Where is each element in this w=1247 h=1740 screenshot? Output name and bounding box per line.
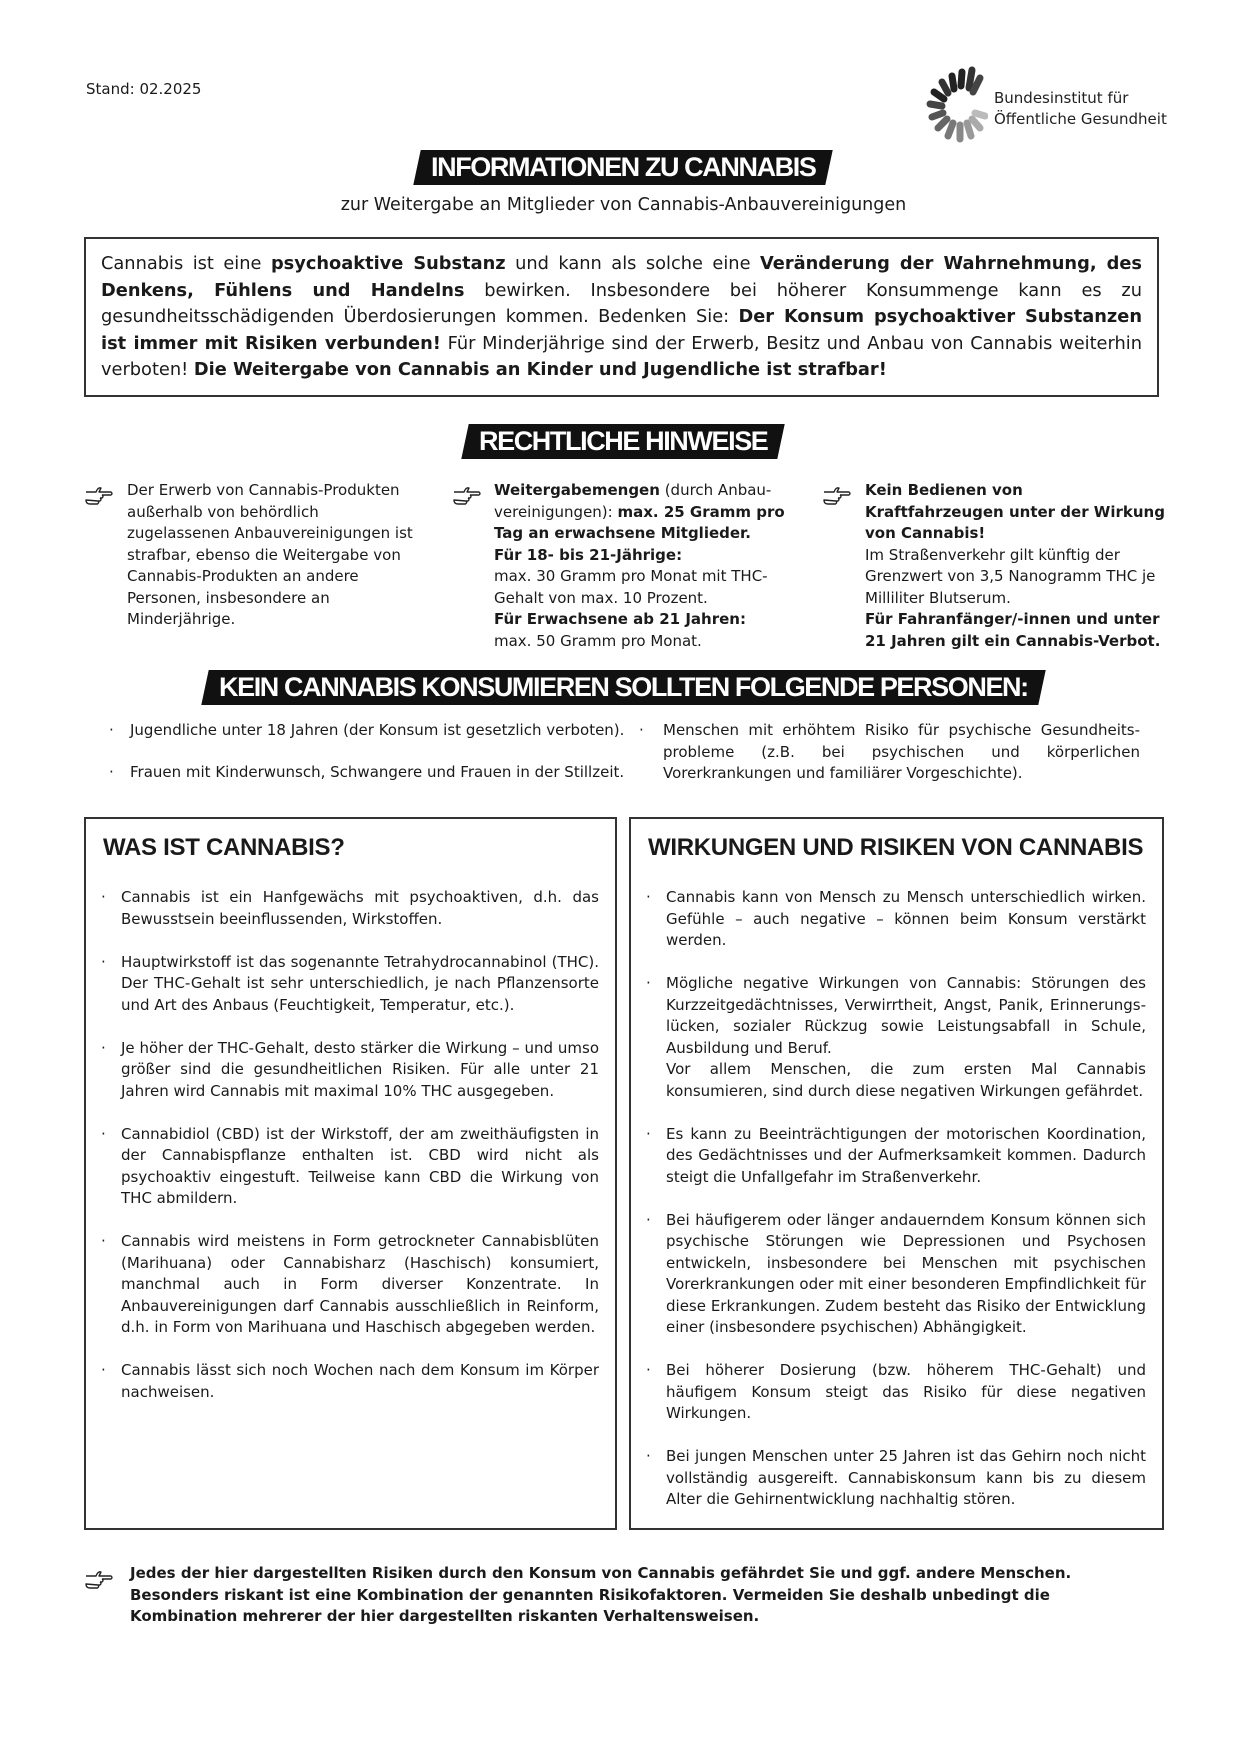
legal-col3-bold: Kein Bedienen von Kraftfahrzeugen unter der Wirkung von Cannabis! <box>865 481 1165 542</box>
bullet: · <box>101 888 106 906</box>
persons-list-left <box>96 720 626 803</box>
list-item-text: Hauptwirkstoff ist das sogenannte Tetrahydrocannabinol (THC). Der THC-Gehalt ist sehr unterschiedlich, je nach Pflanzensorte und Art des Anbaus (Feuchtigkeit, Temperatur, etc.). <box>121 952 599 1014</box>
pointing-hand-icon <box>452 484 482 506</box>
list-item <box>101 1124 599 1210</box>
intro-box <box>84 237 1159 397</box>
list-item <box>629 720 1140 785</box>
wirkungen-heading: WIRKUNGEN UND RISIKEN VON CANNABIS <box>648 834 1144 861</box>
list-item <box>646 1210 1146 1339</box>
bullet: · <box>109 721 114 739</box>
bullet: · <box>646 1124 651 1143</box>
bullet: · <box>646 974 651 992</box>
institute-name-line2: Öffentliche Gesundheit <box>994 110 1167 128</box>
bullet: · <box>101 1361 106 1379</box>
pointing-hand-icon <box>84 484 114 506</box>
institute-name-line1: Bundesinstitut für <box>994 89 1129 107</box>
legal-heading: RECHTLICHE HINWEISE <box>479 426 768 456</box>
was-ist-cannabis-box <box>84 817 617 1530</box>
list-item <box>101 952 599 1017</box>
list-item-text: Cannabis lässt sich noch Wochen nach dem Konsum im Körper nachweisen. <box>121 1361 599 1401</box>
legal-col3-text: Im Straßenverkehr gilt künftig der Grenzwert von 3,5 Nanogramm THC je Milliliter Blutserum. <box>865 545 1156 607</box>
intro-text: und kann als solche eine <box>505 253 760 274</box>
intro-bold: Die Weitergabe von Cannabis an Kinder und Jugendliche ist strafbar! <box>193 359 887 380</box>
bullet: · <box>646 1210 651 1229</box>
bullet: · <box>101 1038 106 1057</box>
persons-list-right <box>629 720 1140 805</box>
legal-col-driving <box>865 480 1165 652</box>
legal-col-purchase <box>127 480 425 631</box>
intro-bold: psychoaktive Substanz <box>270 253 506 274</box>
list-item <box>646 973 1146 1102</box>
institute-logo <box>918 62 1178 152</box>
list-item-text: Es kann zu Beeinträchtigungen der motorischen Koordination, des Gedächtnisses und der Aufmerksamkeit kommen. Dadurch steigt die Unfallgefahr im Straßenverkehr. <box>666 1124 1146 1186</box>
bullet: · <box>646 1361 651 1379</box>
bioeg-logo-icon <box>918 62 988 152</box>
legal-col2-text: max. 50 Gramm pro Monat. <box>494 631 702 650</box>
legal-col2-text: max. 30 Gramm pro Monat mit THC-Gehalt von max. 10 Prozent. <box>494 567 768 607</box>
list-item-text: Bei häufigerem oder länger andauerndem Konsum können sich psychische Störungen wie Depressionen und Psychosen entwickeln, insbesondere bei Menschen mit psychischen Vorerkrankungen oder mit einer besonderen Empfindlichkeit für diese Erkrankungen. Zudem besteht das Risiko der Entwicklung einer (insbesondere psychischen) Abhängigkeit. <box>666 1210 1146 1336</box>
legal-col2-bold: Weitergabemengen <box>494 481 660 499</box>
list-item <box>646 1124 1146 1189</box>
legal-col2-text: (durch Anbau-vereinigungen): <box>494 481 772 521</box>
list-item <box>96 720 626 742</box>
was-ist-heading: WAS IST CANNABIS? <box>103 834 345 861</box>
list-item-text: Bei höherer Dosierung (bzw. höherem THC-Gehalt) und häufigem Konsum steigt das Risiko für diese negativen Wirkungen. <box>666 1361 1146 1422</box>
list-item-text: Menschen mit erhöhtem Risiko für psychische Gesundheits-probleme (z.B. bei psychischen und körperlichen Vorerkrankungen und familiärer Vorgeschichte). <box>663 721 1140 782</box>
legal-col2-bold: Für 18- bis 21-Jährige: <box>494 545 683 564</box>
list-item <box>101 887 599 930</box>
pointing-hand-icon <box>822 484 852 506</box>
legal-col2-bold: Für Erwachsene ab 21 Jahren: <box>494 610 746 628</box>
bullet: · <box>109 762 114 781</box>
list-item-text: Cannabidiol (CBD) ist der Wirkstoff, der am zweithäufigsten in der Cannabispflanze enthalten ist. CBD wird nicht als psychoaktiv eingestuft. Teilweise kann CBD die Wirkung von THC abmildern. <box>121 1124 599 1207</box>
legal-col-amounts <box>494 480 796 652</box>
list-item-text: Cannabis ist ein Hanfgewächs mit psychoaktiven, d.h. das Bewusstsein beeinflussenden, Wirkstoffen. <box>121 888 599 928</box>
wirkungen-list <box>646 887 1146 1532</box>
bullet: · <box>646 888 651 906</box>
list-item-text: Cannabis wird meistens in Form getrockneter Cannabisblüten (Marihuana) oder Cannabisharz (Haschisch) konsumiert, manchmal auch in Form diverser Konzentrate. In Anbauvereinigungen darf Cannabis ausschließlich in Reinform, d.h. in Form von Marihuana und Haschisch abgegeben werden. <box>121 1232 599 1336</box>
list-item <box>646 1446 1146 1511</box>
bullet: · <box>646 1447 651 1465</box>
list-item-text: Frauen mit Kinderwunsch, Schwangere und Frauen in der Stillzeit. <box>130 762 625 781</box>
list-item-text: Vor allem Menschen, die zum ersten Mal Cannabis konsumieren, sind durch diese negativen Wirkungen gefährdet. <box>666 1060 1146 1100</box>
list-item-text: Bei jungen Menschen unter 25 Jahren ist das Gehirn noch nicht vollständig ausgereift. Cannabiskonsum kann bis zu diesem Alter die Gehirnentwicklung nachhaltig stören. <box>666 1447 1146 1508</box>
list-item <box>646 1360 1146 1425</box>
intro-bold: Der Konsum psychoaktiver Substanzen ist immer mit Risiken verbunden! <box>101 306 1142 354</box>
footer-warning: Jedes der hier dargestellten Risiken durch den Konsum von Cannabis gefährdet Sie und ggf. andere Menschen. Besonders riskant ist eine Kombination der genannten Risikofaktoren. Vermeiden Sie deshalb unbedingt die Kombination mehrerer der hier dargestellten riskanten Verhaltensweisen. <box>130 1564 1072 1625</box>
issue-date: Stand: 02.2025 <box>86 80 202 98</box>
legal-banner <box>0 424 1247 459</box>
list-item <box>646 887 1146 952</box>
bullet: · <box>101 952 106 971</box>
intro-text: bewirken. Insbesondere bei höherer Konsummenge kann es zu gesundheitsschädigenden Überdosierungen kommen. Bedenken Sie: <box>101 279 1143 327</box>
legal-col3-bold: Für Fahranfänger/-innen und unter 21 Jahren gilt ein Cannabis-Verbot. <box>865 610 1161 650</box>
persons-heading: KEIN CANNABIS KONSUMIEREN SOLLTEN FOLGENDE PERSONEN: <box>219 672 1028 702</box>
bullet: · <box>101 1124 106 1143</box>
list-item-text: Jugendliche unter 18 Jahren (der Konsum ist gesetzlich verboten). <box>130 721 625 739</box>
list-item-text: Mögliche negative Wirkungen von Cannabis: Störungen des Kurzzeitgedächtnisses, Verwirrtheit, Angst, Panik, Erinnerungs-lücken, sozialer Rückzug sowie Leistungsabfall in Schule, Ausbildung und Beruf. <box>666 974 1146 1057</box>
wirkungen-risiken-box <box>629 817 1164 1530</box>
list-item <box>101 1038 599 1103</box>
list-item <box>101 1360 599 1403</box>
legal-col1-text: Der Erwerb von Cannabis-Produkten außerhalb von behördlich zugelassenen Anbauvereinigungen ist strafbar, ebenso die Weitergabe von Cannabis-Produkten an andere Personen, insbesondere an Minderjährige. <box>127 481 413 628</box>
page-title: INFORMATIONEN ZU CANNABIS <box>431 152 816 182</box>
intro-bold: Veränderung der Wahrnehmung, des Denkens, Fühlens und Handelns <box>101 253 1142 301</box>
persons-banner <box>0 670 1247 705</box>
pointing-hand-icon <box>84 1568 114 1590</box>
list-item-text: Je höher der THC-Gehalt, desto stärker die Wirkung – und umso größer sind die gesundheitlichen Risiken. Für alle unter 21 Jahren wird Cannabis mit maximal 10% THC ausgegeben. <box>121 1038 599 1100</box>
intro-text: Cannabis ist eine <box>101 253 271 274</box>
was-ist-list <box>101 887 599 1425</box>
list-item <box>101 1231 599 1339</box>
institute-name <box>994 88 1167 130</box>
bullet: · <box>101 1232 106 1250</box>
list-item-text: Cannabis kann von Mensch zu Mensch unterschiedlich wirken. Gefühle – auch negative – können beim Konsum verstärkt werden. <box>666 888 1146 949</box>
bullet: · <box>639 721 644 739</box>
list-item <box>96 762 626 784</box>
legal-col2-bold: max. 25 Gramm pro Tag an erwachsene Mitglieder. <box>494 502 785 542</box>
intro-text: Für Minderjährige sind der Erwerb, Besitz und Anbau von Cannabis weiterhin verboten! <box>101 332 1142 380</box>
title-banner <box>0 150 1247 185</box>
page-subtitle: zur Weitergabe an Mitglieder von Cannabis-Anbauvereinigungen <box>340 195 907 215</box>
